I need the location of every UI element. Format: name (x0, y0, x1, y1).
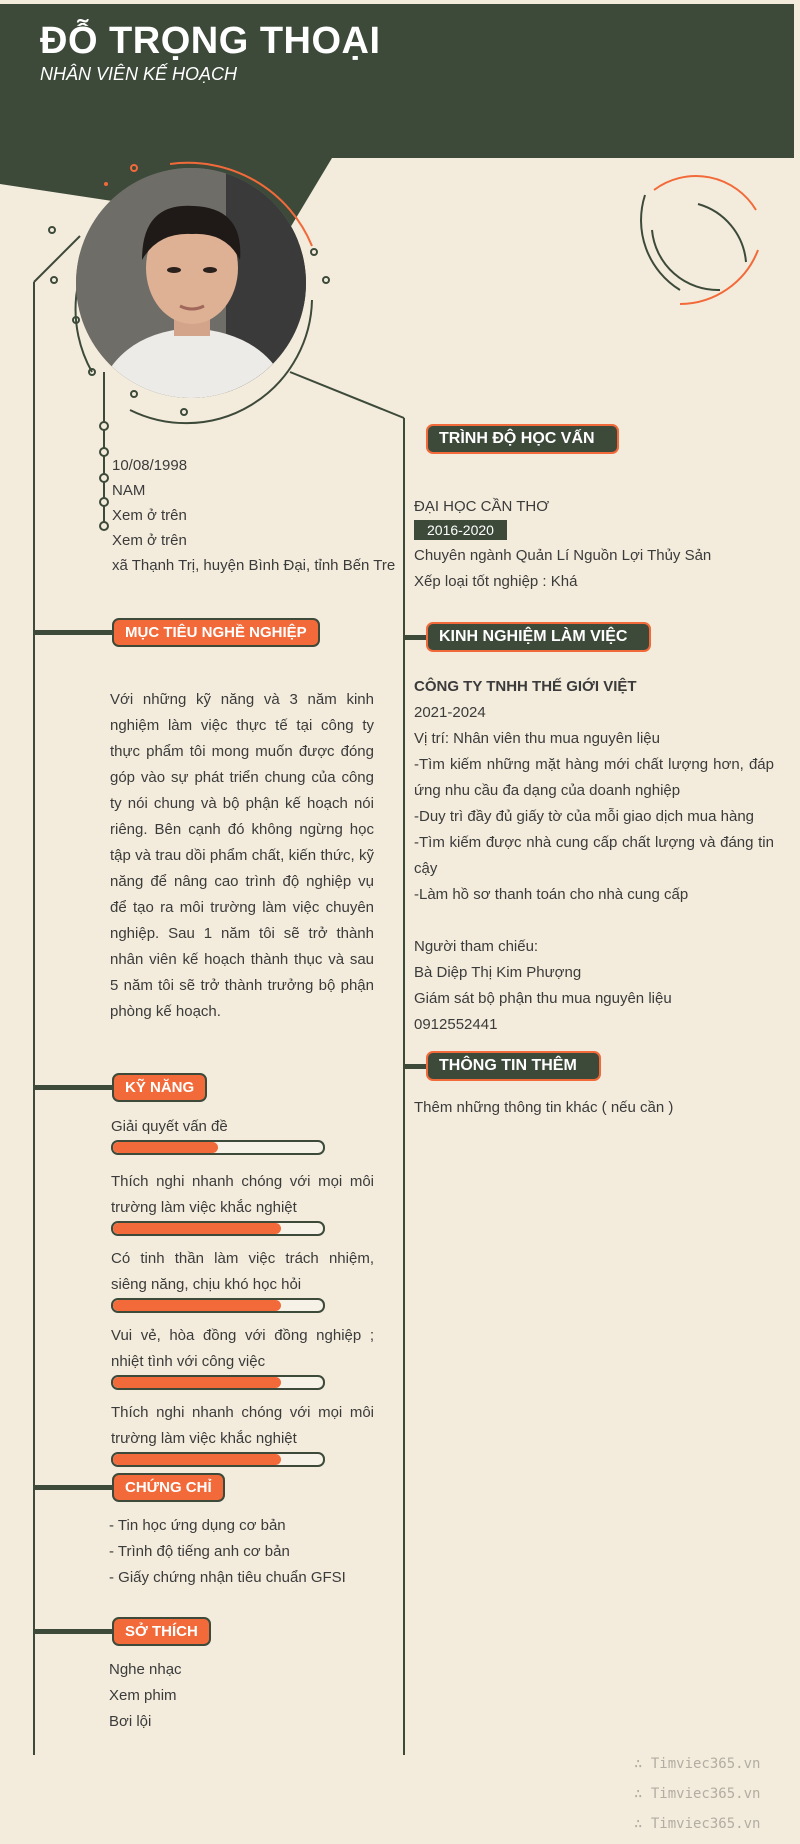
skill-name: Có tinh thần làm việc trách nhiệm, siêng năng, chịu khó học hỏi (111, 1250, 374, 1293)
watermark: ∴ Timviec365.vn (634, 1816, 761, 1832)
experience-section-title: KINH NGHIỆM LÀM VIỆC (426, 622, 651, 652)
duty-item: -Làm hồ sơ thanh toán cho nhà cung cấp (414, 886, 689, 903)
email: Xem ở trên (112, 532, 187, 549)
reference-phone: 0912552441 (414, 1016, 498, 1033)
skill-name: Thích nghi nhanh chóng với mọi môi trường làm việc khắc nghiệt (111, 1404, 374, 1447)
skill-item (111, 1169, 374, 1236)
skill-level-fill (113, 1454, 281, 1465)
skill-item (111, 1246, 374, 1313)
duty-item: -Tìm kiếm những mặt hàng mới chất lượng hơn, đáp ứng nhu cầu đa dạng của doanh nghiệp (414, 756, 774, 799)
hobby-item: Bơi lội (109, 1713, 152, 1730)
education-grade: Xếp loại tốt nghiệp : Khá (414, 573, 578, 590)
skill-level-bar (111, 1221, 325, 1236)
birthdate: 10/08/1998 (112, 457, 188, 474)
duty-item: -Tìm kiếm được nhà cung cấp chất lượng và đáng tin cậy (414, 834, 774, 877)
candidate-name: ĐỖ TRỌNG THOẠI (40, 20, 381, 62)
additional-section-title: THÔNG TIN THÊM (426, 1051, 601, 1081)
skill-level-fill (113, 1300, 281, 1311)
work-position: Vị trí: Nhân viên thu mua nguyên liệu (414, 730, 660, 747)
reference-role: Giám sát bộ phận thu mua nguyên liệu (414, 990, 672, 1007)
skill-item (111, 1114, 374, 1155)
skill-level-bar (111, 1452, 325, 1467)
education-years: 2016-2020 (414, 520, 507, 540)
phone: Xem ở trên (112, 507, 187, 524)
skill-level-bar (111, 1375, 325, 1390)
company-name: CÔNG TY TNHH THẾ GIỚI VIỆT (414, 678, 637, 695)
objective-section-title: MỤC TIÊU NGHỀ NGHIỆP (112, 618, 320, 647)
circle-decoration (641, 195, 680, 290)
education-section-title: TRÌNH ĐỘ HỌC VẤN (426, 424, 619, 454)
gender: NAM (112, 482, 146, 499)
candidate-job-title: NHÂN VIÊN KẾ HOẠCH (40, 64, 238, 84)
reference-name: Bà Diệp Thị Kim Phượng (414, 964, 582, 981)
skill-item (111, 1400, 374, 1467)
skill-level-bar (111, 1140, 325, 1155)
watermark: ∴ Timviec365.vn (634, 1756, 761, 1772)
address: xã Thạnh Trị, huyện Bình Đại, tỉnh Bến Tre (112, 557, 396, 574)
portrait-image (76, 168, 306, 398)
certificates-list (109, 1513, 346, 1591)
certificate-item: - Tin học ứng dụng cơ bản (109, 1517, 286, 1534)
certificates-section-title: CHỨNG CHỈ (112, 1473, 225, 1502)
objective-text: Với những kỹ năng và 3 năm kinh nghiệm làm việc thực tế tại công ty thực phẩm tôi mong muốn được đóng góp vào sự phát triển chung của công ty nói chung và bộ phận kế hoạch nói riêng. Bên cạnh đó không ngừng học tập và trau dồi phẩm chất, kiến thức, kỹ năng để nâng cao trình độ nghiệp vụ để tạo ra môi trường làm việc chuyên nghiệp. Sau 1 năm tôi sẽ trở thành nhân viên kế hoạch thành thục và sau 5 năm tôi sẽ trở thành trưởng bộ phận phòng kế hoạch. (110, 691, 374, 1020)
skill-level-fill (113, 1142, 218, 1153)
hobbies-list (109, 1657, 182, 1735)
skill-level-fill (113, 1377, 281, 1388)
additional-text: Thêm những thông tin khác ( nếu cần ) (414, 1099, 674, 1116)
hobby-item: Nghe nhạc (109, 1661, 182, 1678)
certificate-item: - Giấy chứng nhận tiêu chuẩn GFSI (109, 1569, 346, 1586)
duty-item: -Duy trì đầy đủ giấy tờ của mỗi giao dịch mua hàng (414, 808, 755, 825)
skill-name: Thích nghi nhanh chóng với mọi môi trường làm việc khắc nghiệt (111, 1173, 374, 1216)
skill-name: Vui vẻ, hòa đồng với đồng nghiệp ; nhiệt tình với công việc (111, 1327, 374, 1370)
work-period: 2021-2024 (414, 704, 486, 721)
skill-name: Giải quyết vấn đề (111, 1118, 228, 1135)
hobby-item: Xem phim (109, 1687, 177, 1704)
certificate-item: - Trình độ tiếng anh cơ bản (109, 1543, 290, 1560)
education-school: ĐẠI HỌC CẦN THƠ (414, 498, 550, 515)
skill-level-fill (113, 1223, 281, 1234)
experience-block (414, 674, 774, 1038)
skill-item (111, 1323, 374, 1390)
skills-section-title: KỸ NĂNG (112, 1073, 207, 1102)
reference-label: Người tham chiếu: (414, 938, 539, 955)
personal-info (112, 453, 395, 578)
watermark: ∴ Timviec365.vn (634, 1786, 761, 1802)
hobbies-section-title: SỞ THÍCH (112, 1617, 211, 1646)
avatar (76, 168, 306, 398)
skills-list (111, 1114, 374, 1467)
education-major: Chuyên ngành Quản Lí Nguồn Lợi Thủy Sản (414, 547, 712, 564)
skill-level-bar (111, 1298, 325, 1313)
